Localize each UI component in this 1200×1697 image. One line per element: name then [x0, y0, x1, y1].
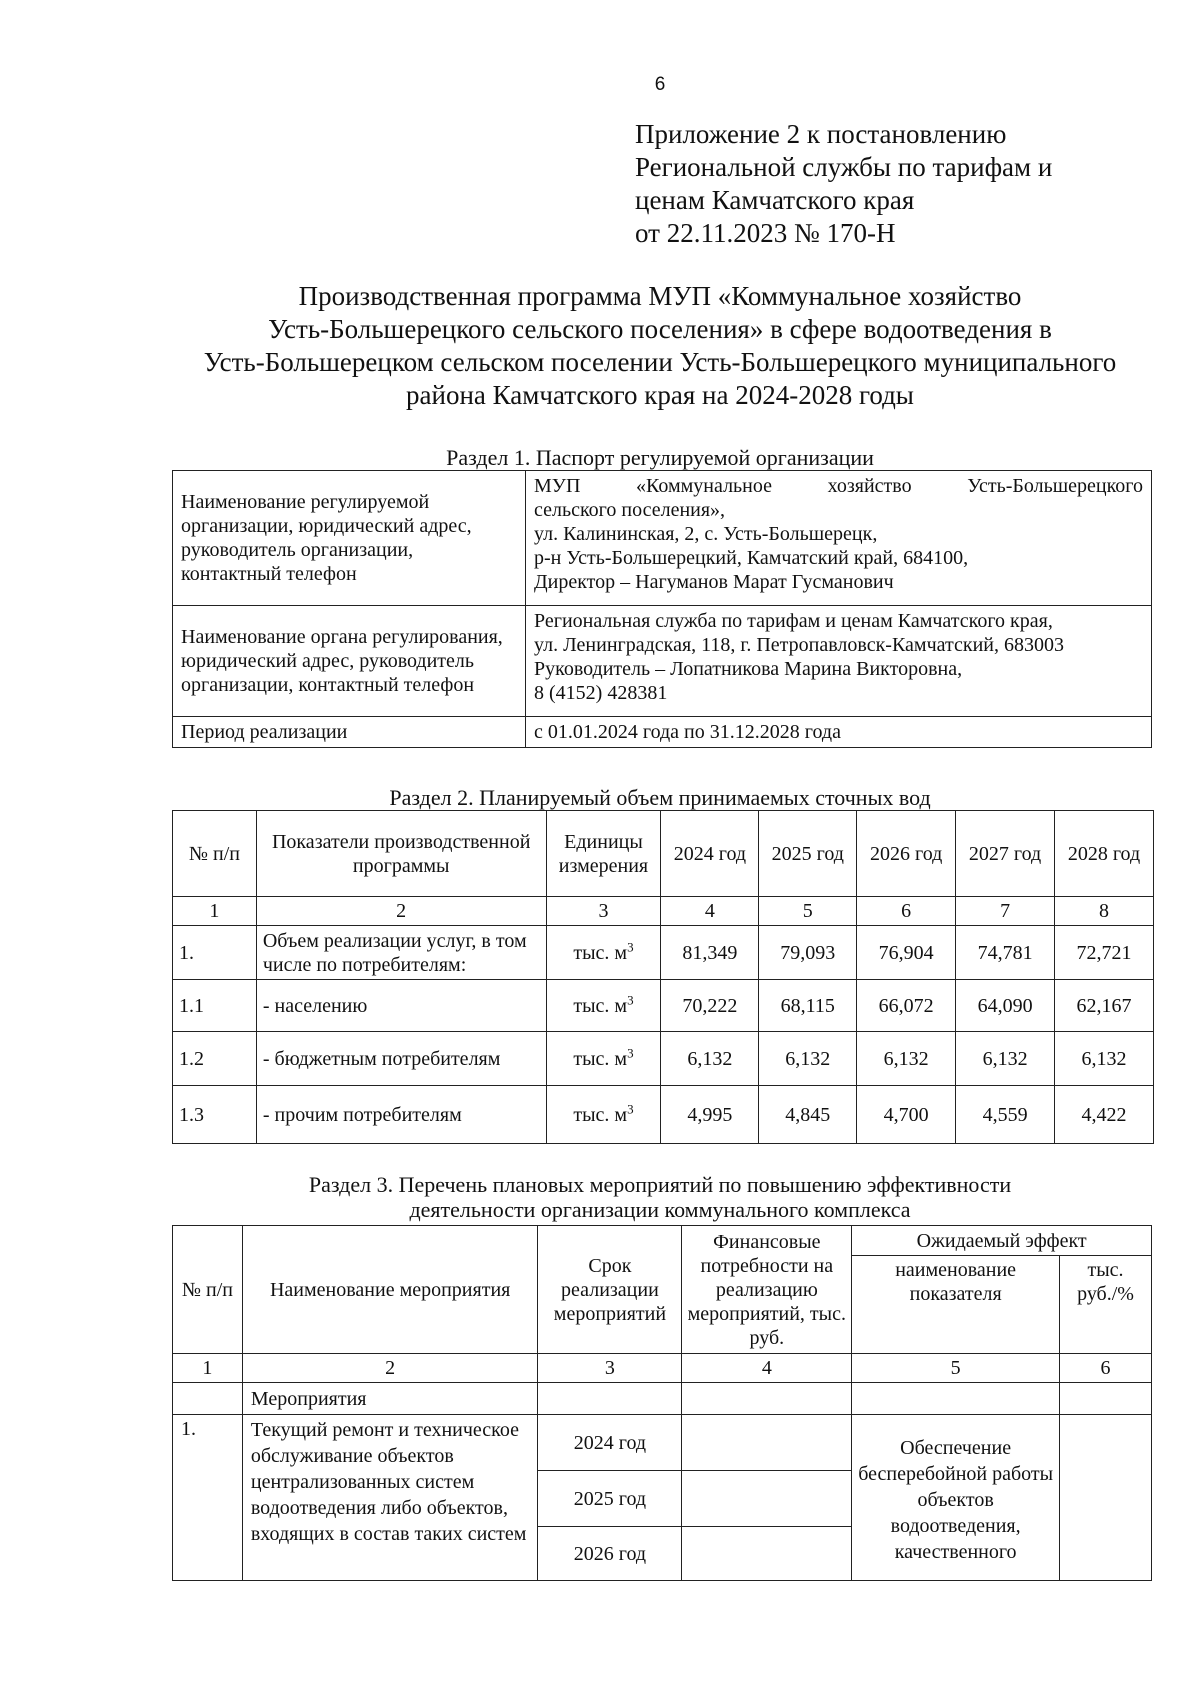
row-unit: [546, 980, 661, 1032]
passport-value: [526, 606, 1152, 717]
measures-table: [172, 1225, 1152, 1581]
passport-value-line: сельского поселения»,: [534, 499, 726, 521]
unit-text: тыс. м: [573, 1103, 628, 1126]
row-value: 72,721: [1055, 926, 1154, 980]
table-row: [173, 471, 1152, 606]
unit-text: тыс. м: [573, 994, 628, 1017]
passport-label: Период реализации: [173, 717, 526, 748]
passport-value-line: 8 (4152) 428381: [534, 682, 668, 704]
empty-cell: [682, 1383, 852, 1415]
col-header-year: 2025 год: [759, 811, 857, 897]
passport-label: Наименование органа регулирования, юридический адрес, руководитель организации, контактный телефон: [173, 606, 526, 717]
col-header-effect-value: тыс. руб./%: [1060, 1256, 1152, 1354]
effect-description: Обеспечение бесперебойной работы объектов водоотведения, качественного: [852, 1415, 1060, 1581]
row-unit: [546, 1032, 661, 1086]
row-indicator: Объем реализации услуг, в том числе по потребителям:: [256, 926, 546, 980]
title-line: Производственная программа МУП «Коммунальное хозяйство: [298, 281, 1022, 311]
col-header-effect: Ожидаемый эффект: [852, 1226, 1152, 1256]
measure-finance: [682, 1415, 852, 1471]
appendix-line: ценам Камчатского края: [635, 185, 915, 215]
col-header-indicator: Показатели производственной программы: [256, 811, 546, 897]
table-header-row: [173, 811, 1154, 897]
col-header-name: Наименование мероприятия: [242, 1226, 538, 1354]
column-number: 5: [759, 897, 857, 926]
unit-sup: 3: [627, 1100, 634, 1116]
column-number-row: [173, 1354, 1152, 1383]
section3-caption: [170, 1172, 1150, 1222]
passport-value-line: МУП «Коммунальное хозяйство Усть-Большерецкого: [534, 475, 1143, 497]
passport-value-line: с 01.01.2024 года по 31.12.2028 года: [534, 721, 841, 743]
row-value: 6,132: [1055, 1032, 1154, 1086]
column-number: 5: [852, 1354, 1060, 1383]
table-header-row: [173, 1226, 1152, 1256]
section3-caption-line: Раздел 3. Перечень плановых мероприятий по повышению эффективности: [308, 1172, 1012, 1197]
table-row: [173, 1032, 1154, 1086]
table-row: [173, 1383, 1152, 1415]
column-number: 6: [857, 897, 956, 926]
row-value: 4,700: [857, 1086, 956, 1144]
measure-year: 2025 год: [538, 1471, 682, 1527]
row-value: 79,093: [759, 926, 857, 980]
section2-caption: Раздел 2. Планируемый объем принимаемых сточных вод: [389, 785, 931, 810]
empty-cell: [173, 1383, 243, 1415]
section1-caption: Раздел 1. Паспорт регулируемой организации: [446, 445, 874, 470]
document-title: [170, 280, 1150, 412]
unit-text: тыс. м: [573, 941, 628, 964]
empty-cell: [538, 1383, 682, 1415]
column-number: 2: [256, 897, 546, 926]
col-header-unit: Единицы измерения: [546, 811, 661, 897]
column-number: 7: [956, 897, 1055, 926]
col-header-year: 2026 год: [857, 811, 956, 897]
row-unit: [546, 1086, 661, 1144]
row-unit: [546, 926, 661, 980]
appendix-header: [635, 118, 1052, 250]
passport-value: [526, 717, 1152, 748]
column-number: 8: [1055, 897, 1154, 926]
section3-caption-line: деятельности организации коммунального комплекса: [409, 1197, 911, 1222]
group-label: Мероприятия: [242, 1383, 538, 1415]
col-header-num: № п/п: [173, 1226, 243, 1354]
empty-cell: [1060, 1383, 1152, 1415]
measure-year: 2026 год: [538, 1527, 682, 1581]
empty-cell: [852, 1383, 1060, 1415]
title-line: Усть-Большерецком сельском поселении Усть-Большерецкого муниципального: [203, 347, 1117, 377]
column-number: 6: [1060, 1354, 1152, 1383]
row-indicator: - населению: [256, 980, 546, 1032]
table-row: [173, 606, 1152, 717]
unit-sup: 3: [627, 938, 634, 954]
volume-table: [172, 810, 1154, 1144]
passport-value: [526, 471, 1152, 606]
row-num: 1.: [173, 926, 257, 980]
table-row: [173, 926, 1154, 980]
row-indicator: - прочим потребителям: [256, 1086, 546, 1144]
row-indicator: - бюджетным потребителям: [256, 1032, 546, 1086]
effect-value: [1060, 1415, 1152, 1581]
row-num: 1.3: [173, 1086, 257, 1144]
table-row: [173, 1415, 1152, 1471]
row-num: 1.2: [173, 1032, 257, 1086]
appendix-line: от 22.11.2023 № 170-Н: [635, 218, 896, 248]
row-value: 81,349: [661, 926, 759, 980]
passport-value-line: р-н Усть-Большерецкий, Камчатский край, 684100,: [534, 547, 969, 569]
col-header-year: 2024 год: [661, 811, 759, 897]
col-header-num: № п/п: [173, 811, 257, 897]
page-number: 6: [654, 74, 666, 95]
passport-value-line: Региональная служба по тарифам и ценам Камчатского края,: [534, 610, 1053, 632]
row-value: 70,222: [661, 980, 759, 1032]
column-number: 1: [173, 897, 257, 926]
measure-finance: [682, 1527, 852, 1581]
row-value: 66,072: [857, 980, 956, 1032]
column-number: 3: [538, 1354, 682, 1383]
table-row: [173, 717, 1152, 748]
row-value: 6,132: [759, 1032, 857, 1086]
unit-text: тыс. м: [573, 1047, 628, 1070]
passport-value-line: ул. Ленинградская, 118, г. Петропавловск-Камчатский, 683003: [534, 634, 1064, 656]
col-header-term: Срок реализации мероприятий: [538, 1226, 682, 1354]
passport-table: [172, 470, 1152, 748]
row-num: 1.: [173, 1415, 243, 1581]
column-number-row: [173, 897, 1154, 926]
row-value: 74,781: [956, 926, 1055, 980]
unit-sup: 3: [627, 1044, 634, 1060]
table-row: [173, 1086, 1154, 1144]
row-value: 6,132: [956, 1032, 1055, 1086]
row-num: 1.1: [173, 980, 257, 1032]
passport-value-line: ул. Калининская, 2, с. Усть-Большерецк,: [534, 523, 878, 545]
row-value: 4,422: [1055, 1086, 1154, 1144]
measure-year: 2024 год: [538, 1415, 682, 1471]
row-value: 68,115: [759, 980, 857, 1032]
passport-label: Наименование регулируемой организации, юридический адрес, руководитель организации, контактный телефон: [173, 471, 526, 606]
title-line: Усть-Большерецкого сельского поселения» в сфере водоотведения в: [268, 314, 1052, 344]
passport-value-line: Директор – Нагуманов Марат Гусманович: [534, 571, 894, 593]
col-header-effect-name: наименование показателя: [852, 1256, 1060, 1354]
appendix-line: Региональной службы по тарифам и: [635, 152, 1053, 182]
column-number: 4: [682, 1354, 852, 1383]
row-value: 4,559: [956, 1086, 1055, 1144]
row-value: 62,167: [1055, 980, 1154, 1032]
column-number: 1: [173, 1354, 243, 1383]
appendix-line: Приложение 2 к постановлению: [635, 119, 1007, 149]
unit-sup: 3: [627, 991, 634, 1007]
col-header-finance: Финансовые потребности на реализацию мероприятий, тыс. руб.: [682, 1226, 852, 1354]
row-value: 6,132: [857, 1032, 956, 1086]
row-value: 76,904: [857, 926, 956, 980]
column-number: 4: [661, 897, 759, 926]
passport-value-line: Руководитель – Лопатникова Марина Викторовна,: [534, 658, 963, 680]
column-number: 3: [546, 897, 661, 926]
measure-name: Текущий ремонт и техническое обслуживание объектов централизованных систем водоотведения либо объектов, входящих в состав таких систем: [242, 1415, 538, 1581]
col-header-year: 2027 год: [956, 811, 1055, 897]
row-value: 4,845: [759, 1086, 857, 1144]
row-value: 4,995: [661, 1086, 759, 1144]
row-value: 64,090: [956, 980, 1055, 1032]
title-line: района Камчатского края на 2024-2028 годы: [406, 380, 914, 410]
column-number: 2: [242, 1354, 538, 1383]
table-row: [173, 980, 1154, 1032]
measure-finance: [682, 1471, 852, 1527]
col-header-year: 2028 год: [1055, 811, 1154, 897]
row-value: 6,132: [661, 1032, 759, 1086]
